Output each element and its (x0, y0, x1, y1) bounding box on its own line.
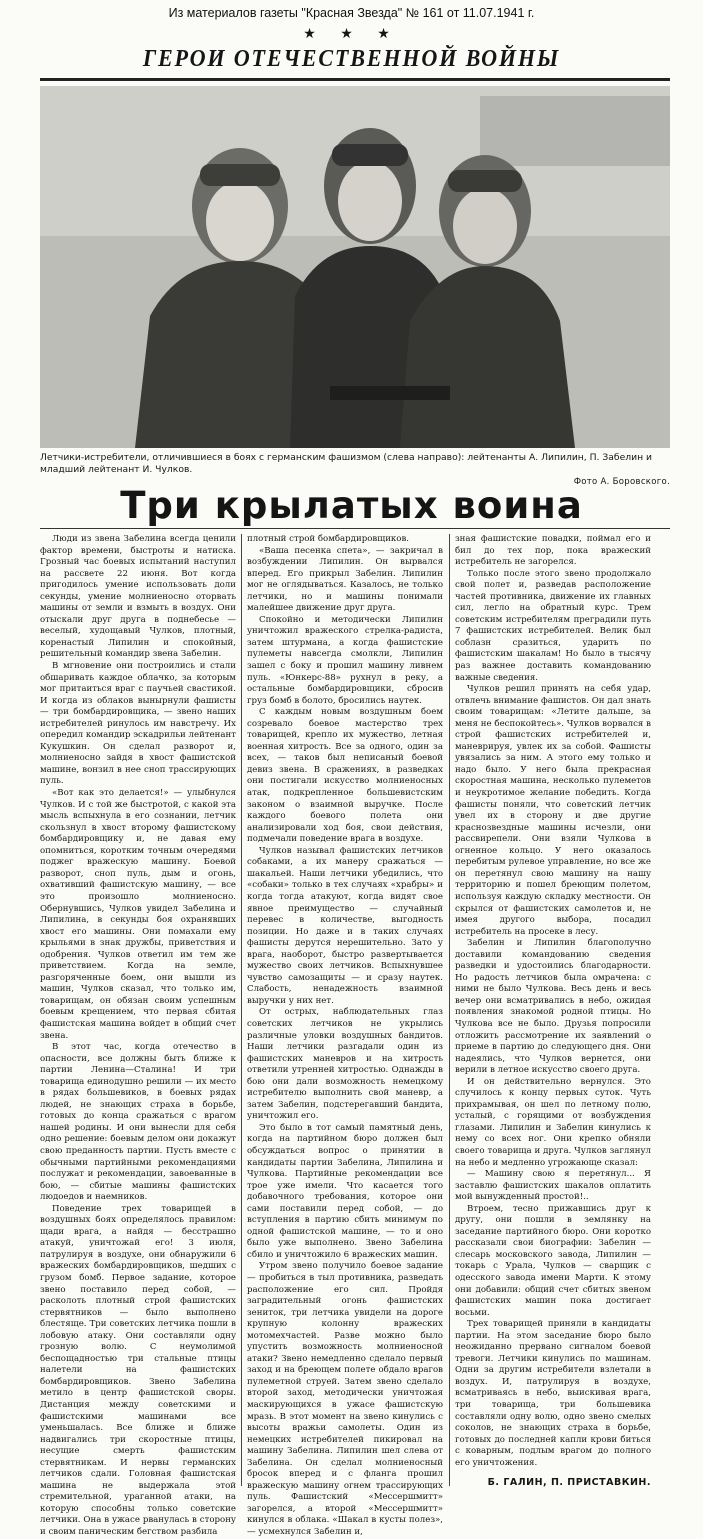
article-column-1 (40, 534, 236, 1539)
photo-credit: Фото А. Боровского. (573, 477, 670, 487)
article-paragraph: зная фашистские повадки, поймал его и бил до тех пор, пока вражеский истребитель не загорелся. (455, 534, 651, 568)
column-divider (241, 534, 242, 1486)
photo-caption (40, 452, 670, 488)
rubric-heading: ГЕРОИ ОТЕЧЕСТВЕННОЙ ВОЙНЫ (142, 46, 561, 72)
column-divider (449, 534, 450, 1486)
rubric-rule (40, 78, 670, 81)
article-paragraph: В мгновение они построились и стали обшаривать каждое облачко, за которым мог притаиться враг с паучьей свастикой. И когда из облаков вынырнули фашисты — три бомбардировщика, — звено наших истребителей ринулось им навстречу. Их опередил командир эскадрильи лейтенант Кукушкин. Он сделал разворот и, молниеносно зайдя в хвост фашистской машине, вонзил в нее сноп трассирующих пуль. (40, 661, 236, 787)
pilots-photo (40, 86, 670, 448)
article-paragraph: Утром звено получило боевое задание — пробиться в тыл противника, разведать расположение его сил. Пройдя заградительный огонь фашистских зениток, три летчика увидели на дороге крупную колонну вражеских мотомехчастей. Разве можно было упустить возможность молниеносной атаки? Звено немедленно сделало первый заход и на бреющем полете обдало врагов пулеметной струей. Затем звено сделало второй заход, методически уничтожая маскирующихся в ужасе фашистскую мразь. В этот момент на звено кинулись с высоты вражьи самолеты. Один из немецких истребителей пикировал на машину Забелина. Липилин шел слева от Забелина. Он сделал молниеносный бросок вперед и с фланга прошил вражескую машину огнем трассирующих пуль. Фашистский «Мессершмитт» загорелся, а второй «Мессершмитт» кинулся в облака. «Шакал в кусты полез», — усмехнулся Забелин и, (247, 1261, 443, 1538)
pilots-photo-illustration (40, 86, 670, 448)
article-column-2 (247, 534, 443, 1539)
source-note: Из материалов газеты "Красная Звезда" № 161 от 11.07.1941 г. (168, 6, 535, 20)
article-paragraph: Спокойно и методически Липилин уничтожил вражеского стрелка-радиста, затем штурмана, а когда фашистские пулеметы навсегда смолкли, Липилин зашел с боку и прошил машину ливнем пуль. «Юнкерс-88» рухнул в реку, а остальные бомбардировщики, сбросив груз бомб в болото, бросились наутек. (247, 614, 443, 706)
article-paragraph: В этот час, когда отечество в опасности, все должны быть ближе к партии Ленина—Сталина! И три товарища единодушно решили — их место в рядах большевиков, в боевых рядах людей, не знающих страха в борьбе, готовых до конца сражаться с врагом нашей родины. И они вынесли для себя одно решение: боевым делом они докажут свою преданность партии. Пусть вместе с обычными партийными рекомендациями послужат и рекомендации, завоеванные в бою, — сбитые машины фашистских людоедов и наемников. (40, 1042, 236, 1203)
article-paragraph: Только после этого звено продолжало свой полет и, разведав расположение частей противника, движение их главных сил, легло на обратный курс. Трем советским истребителям преградили путь 7 фашистских истребителей. Велик был соблазн сразиться, ударить по фашистским шакалам! Но было в тысячу раз важнее доставить командованию важные сведения. (455, 568, 651, 683)
headline-rule (40, 528, 670, 529)
article-headline: Три крылатых воина (120, 484, 583, 527)
article-paragraph: «Вот как это делается!» — улыбнулся Чулков. И с той же быстротой, с какой эта мысль вспыхнула в его сознании, летчик скользнул в хвост второму фашистскому бомбардировщику и, не давая ему опомниться, коротким точным очередями поджег вражескую машину. Боевой разворот, сноп пуль, дым и огонь, охвативший фашистскую машину, — все это произошло молниеносно. Обернувшись, Чулков увидел Забелина и Липилина, в секунды боя охранявших хвост его машины. Они помахали ему крыльями в знак дружбы, приветствия и одобрения. Чулков ответил им тем же приветствием. Когда на земле, разгоряченные боем, они вышли из машин, Чулков сказал, что только им, товарищам, он обязан своим успешным боевым крещением, что первая сбитая фашистская машина войдет в общий счет звена. (40, 788, 236, 1041)
article-column-3 (455, 534, 651, 1489)
article-paragraph: От острых, наблюдательных глаз советских летчиков не укрылись различные уловки воздушных бандитов. Наши летчики разгадали один из фашистских маневров и на хитрость ответили утренней хитростью. Однажды в бою они дали возможность немецкому истребителю выполнить свой маневр, а затем Забелин, подстерегавший бандита, уничтожил его. (247, 1007, 443, 1122)
article-paragraph: Трех товарищей приняли в кандидаты партии. На этом заседание бюро было неожиданно прервано сигналом боевой тревоги. Летчики кинулись по машинам. Одни за другим истребители взлетали в воздух. И, патрулируя в воздухе, всматриваясь в небо, выискивая врага, три товарища, три большевика составляли одну волю, одно звено смелых соколов, не знающих страха в борьбе, готовых до последней капли крови биться с коварным, подлым врагом до полного его уничтожения. (455, 1319, 651, 1468)
article-paragraph: Втроем, тесно прижавшись друг к другу, они пошли в землянку на заседание партийного бюро. Они коротко рассказали свои биографии: Забелин — слесарь московского завода, Липилин — токарь с Урала, Чулков — сварщик с одесского завода имени Марти. К этому они добавили: общий счет сбитых звеном фашистских машин пока достигает восьми. (455, 1203, 651, 1318)
article-paragraph: Это было в тот самый памятный день, когда на партийном бюро должен был обсуждаться вопрос о принятии в кандидаты партии Забелина, Липилина и Чулкова. Партийные рекомендации все трое уже имели. Что касается того добавочного требования, которое они сами поставили перед собой, — до вступления в партию сбить минимум по одной фашистской машине, — то и оно было уже выполнено. Звено Забелина сбило и уничтожило 6 вражеских машин. (247, 1122, 443, 1260)
photo-caption-text: Летчики-истребители, отличившиеся в боях с германским фашизмом (слева направо): лейтенанты А. Липилин, П. Забелин и младший лейтенант И. Чулков. (40, 452, 652, 475)
article-paragraph: Чулков называл фашистских летчиков собаками, а их манеру сражаться — шакальей. Наши летчики убедились, что «собаки» только в тех случаях «храбры» и когда тогда атакуют, когда видят свое явное преимущество — случайный перевес в количестве, выгодность позиции. Но даже и в таких случаях фашисты дерутся нерешительно. Зато у врага, наоборот, быстро развертывается мужество своих летчиков. Вспыхнувшее чувство самозащиты — и сразу наутек. Слабость, ненадежность взаимной выручки у них нет. (247, 845, 443, 1006)
article-paragraph: «Ваша песенка спета», — закричал в возбуждении Липилин. Он вырвался вперед. Его прикрыл Забелин. Липилин мог не оглядываться. Казалось, не только летчики, но и машины понимали малейшее движение друг друга. (247, 545, 443, 614)
article-paragraph: Поведение трех товарищей в воздушных боях определялось правилом: щади врага, а найдя — бесстрашно атакуй, уничтожай его! 3 июля, патрулируя в воздухе, они обнаружили 6 вражеских бомбардировщиков, шедших с грузом бомб. Первое задание, которое звено поставило перед собой, — расколоть плотный строй фашистских стервятников — было выполнено блестяще. Три советских летчика пошли в лобовую атаку. Они составляли одну грозную волю. С неумолимой беспощадностью три стальные птицы налетели на фашистских бомбардировщиков. Звено Забелина метило в центр фашистской своры. Дистанция между советскими и фашистскими машинами все уменьшалась. Все ближе и ближе надвигались три скоростные птицы, несущие смерть фашистским стервятникам. И нервы германских летчиков сдали. Головная фашистская машина не выдержала этой стремительной, ураганной атаки, на которую способны только советские летчики. Она в ужасе рванулась в сторону и своим паническим бегством разбила (40, 1203, 236, 1538)
article-paragraph: И он действительно вернулся. Это случилось к концу первых суток. Чуть прихрамывая, он шел по летному полю, усталый, с горящими от возбуждения глазами. Липилин и Забелин кинулись к нему со всех ног. Они крепко обняли своего товарища и друга. Чулков заглянул на небо и медленно угрожающе сказал: (455, 1076, 651, 1168)
article-paragraph: — Машину свою я перетянул... Я заставлю фашистских шакалов оплатить мой вынужденный простой!.. (455, 1169, 651, 1203)
article-paragraph: Люди из звена Забелина всегда ценили фактор времени, быстроты и натиска. Грозный час боевых испытаний наступил на рассвете 22 июня. Вот когда пригодилось умение использовать доли секунды, умение молниеносно оторвать машины от земли и взмыть в воздух. Они отыскали друг друга в поднебесье — веселый, худощавый Чулков, плотный, коренастый Липилин и спокойный, решительный командир звена Забелин. (40, 534, 236, 660)
article-paragraph: Забелин и Липилин благополучно доставили командованию сведения разведки и удостоились благодарности. Но радость летчиков была омрачена: с ними не было Чулкова. Весь день и весь вечер они всматривались в небо, ожидая появления знакомой родной птицы. Но Чулкова все не было. Друзья попросили отложить рассмотрение их заявлений о приеме в партию до следующего дня. Они надеялись, что Чулков вернется, они верили в летное искусство своего друга. (455, 938, 651, 1076)
stars-ornament: ★ ★ ★ (303, 26, 400, 42)
article-paragraph: Чулков решил принять на себя удар, отвлечь внимание фашистов. Он дал знать своим товарищам: «Летите дальше, за меня не беспокойтесь». Чулков ворвался в строй фашистских истребителей и, маневрируя, увлек их за собой. Фашисты увязались за ним. А этого ему только и надо было. У него была прекрасная скоростная машина, несколько пулеметов и неукротимое желание победить. Когда фашисты поняли, что советский летчик увел их в сторону и две другие краснозвездные машины исчезли, они рассвирепели. Они взяли Чулкова в огненное кольцо. У него оказалось перебитым рулевое управление, но все же он перетянул свою машину на нашу территорию и пошел бреющим полетом, используя каждую складку местности. Он скрылся от фашистских самолетов и, не имея другого выбора, посадил истребитель на просеке в лесу. (455, 684, 651, 937)
article-paragraph: С каждым новым воздушным боем созревало боевое мастерство трех товарищей, крепло их мужество, летная военная хитрость. Все за одного, один за всех, — таков был неписаный боевой девиз звена. В сражениях, в разведках они постигали искусство молниеносных атак, подкрепленное большевистским законом о взаимной выручке. После каждого боевого полета они анализировали ход боя, свои действия, подмечали поведение врага в воздухе. (247, 707, 443, 845)
author-signature: Б. ГАЛИН, П. ПРИСТАВКИН. (487, 1477, 651, 1489)
article-paragraph: плотный строй бомбардировщиков. (247, 534, 410, 544)
